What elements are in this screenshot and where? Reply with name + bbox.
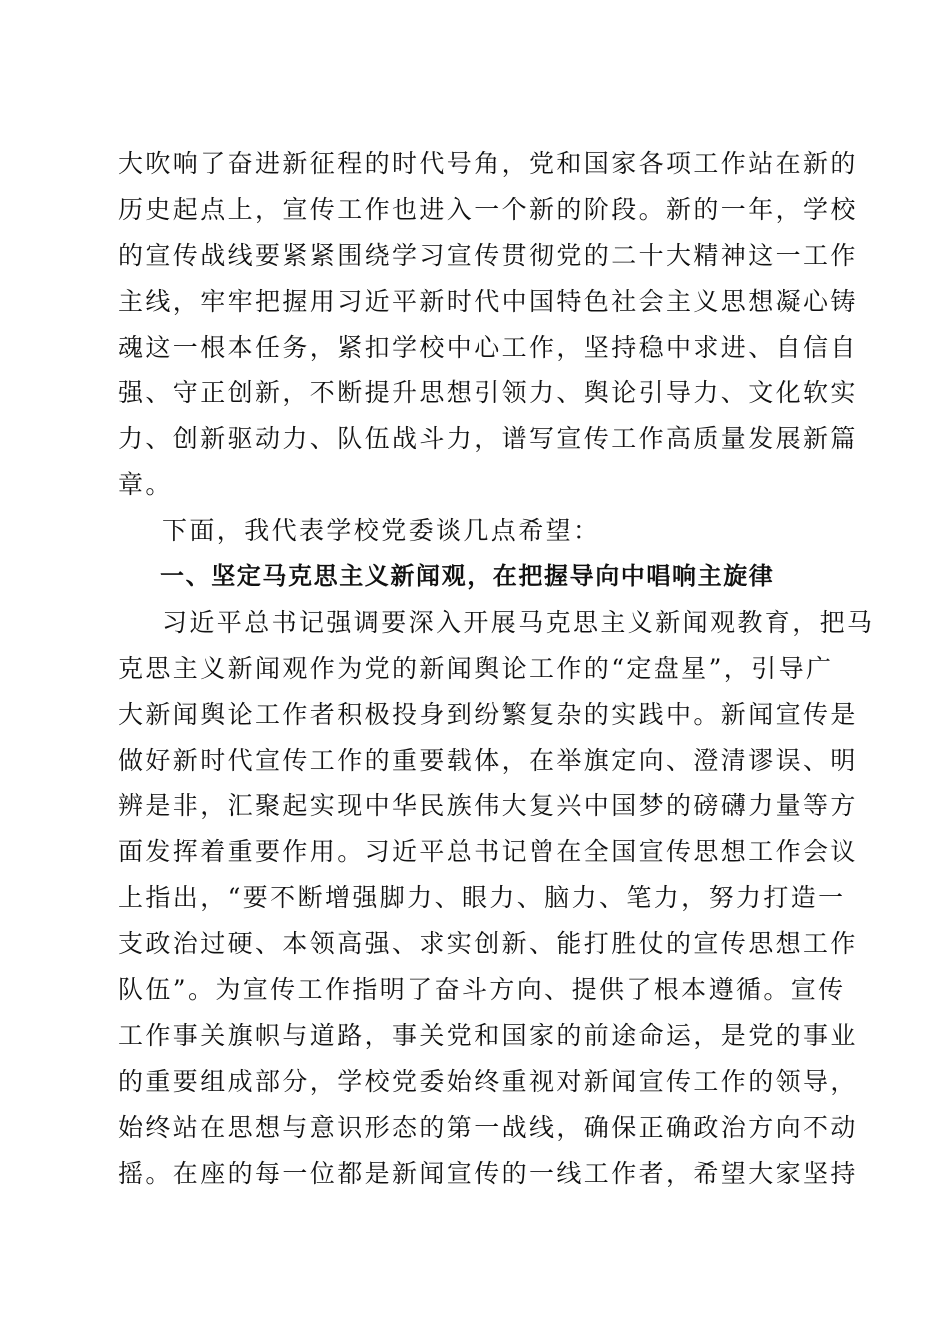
paragraph-line: 大吹响了奋进新征程的时代号角，党和国家各项工作站在新的	[118, 149, 858, 178]
intro-paragraph	[118, 141, 858, 508]
section-heading: 一、坚定马克思主义新闻观，在把握导向中唱响主旋律	[160, 562, 775, 591]
paragraph-line: 支政治过硬、本领高强、求实创新、能打胜仗的宣传思想工作	[118, 929, 858, 959]
paragraph-line: 队伍”。为宣传工作指明了奋斗方向、提供了根本遵循。宣传	[118, 975, 846, 1005]
paragraph-line: 章。	[118, 470, 173, 500]
paragraph-line: 工作事关旗帜与道路，事关党和国家的前途命运，是党的事业	[118, 1020, 858, 1050]
paragraph-line: 强、守正创新，不断提升思想引领力、舆论引导力、文化软实	[118, 378, 858, 408]
transition-paragraph: 下面，我代表学校党委谈几点希望：	[162, 516, 601, 546]
paragraph-line: 的宣传战线要紧紧围绕学习宣传贯彻党的二十大精神这一工作	[118, 240, 858, 270]
paragraph-line: 大新闻舆论工作者积极投身到纷繁复杂的实践中。新闻宣传是	[118, 699, 858, 729]
paragraph-line: 主线，牢牢把握用习近平新时代中国特色社会主义思想凝心铸	[118, 286, 858, 316]
paragraph-line: 习近平总书记强调要深入开展马克思主义新闻观教育，把马	[162, 607, 875, 637]
paragraph-line: 面发挥着重要作用。习近平总书记曾在全国宣传思想工作会议	[118, 837, 858, 867]
paragraph-line: 摇。在座的每一位都是新闻宣传的一线工作者，希望大家坚持	[118, 1158, 858, 1188]
section-paragraph	[118, 600, 875, 1197]
document-body	[118, 141, 875, 1196]
paragraph-line: 上指出，“要不断增强脚力、眼力、脑力、笔力，努力打造一	[118, 883, 846, 913]
paragraph-line: 克思主义新闻观作为党的新闻舆论工作的“定盘星”，引导广	[118, 653, 834, 683]
paragraph-line: 做好新时代宣传工作的重要载体，在举旗定向、澄清谬误、明	[118, 745, 858, 775]
paragraph-line: 力、创新驱动力、队伍战斗力，谱写宣传工作高质量发展新篇	[118, 424, 858, 454]
paragraph-line: 的重要组成部分，学校党委始终重视对新闻宣传工作的领导，	[118, 1066, 858, 1096]
paragraph-line: 始终站在思想与意识形态的第一战线，确保正确政治方向不动	[118, 1112, 858, 1142]
paragraph-line: 历史起点上，宣传工作也进入一个新的阶段。新的一年，学校	[118, 194, 858, 224]
paragraph-line: 魂这一根本任务，紧扣学校中心工作，坚持稳中求进、自信自	[118, 332, 858, 362]
paragraph-line: 辨是非，汇聚起实现中华民族伟大复兴中国梦的磅礴力量等方	[118, 791, 858, 821]
